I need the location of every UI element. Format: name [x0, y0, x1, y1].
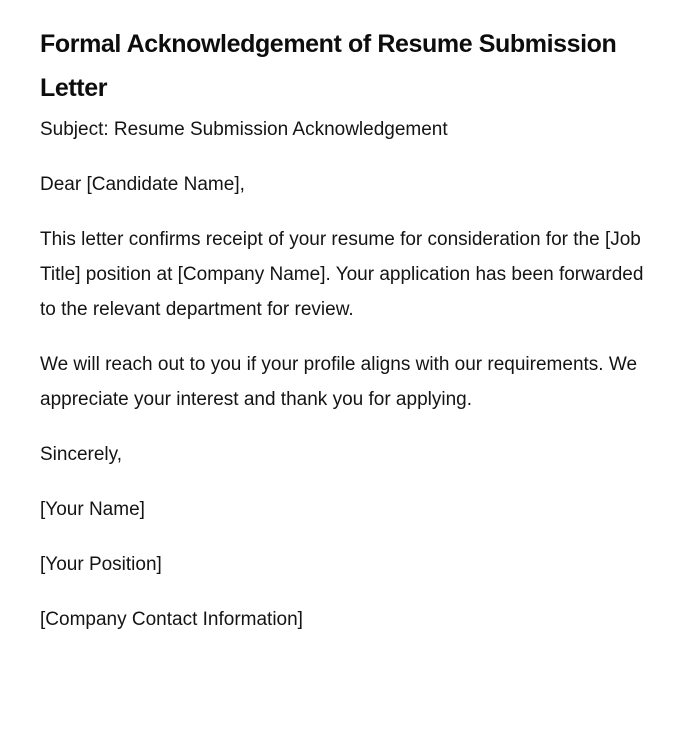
letter-body-paragraph-1: This letter confirms receipt of your resume for consideration for the [Job Title] position at [Company Name]. Your application has been forwarded to the relevant department for review.	[40, 229, 644, 320]
signature-position: [Your Position]	[40, 554, 162, 575]
letter-body-paragraph-2: We will reach out to you if your profile aligns with our requirements. We appreciate your interest and thank you for applying.	[40, 354, 638, 410]
letter-subject: Subject: Resume Submission Acknowledgement	[40, 119, 448, 140]
letter-closing: Sincerely,	[40, 444, 123, 465]
signature-name: [Your Name]	[40, 499, 145, 520]
signature-contact: [Company Contact Information]	[40, 609, 303, 630]
letter-salutation: Dear [Candidate Name],	[40, 174, 245, 195]
letter-title: Formal Acknowledgement of Resume Submission Letter	[40, 30, 617, 102]
